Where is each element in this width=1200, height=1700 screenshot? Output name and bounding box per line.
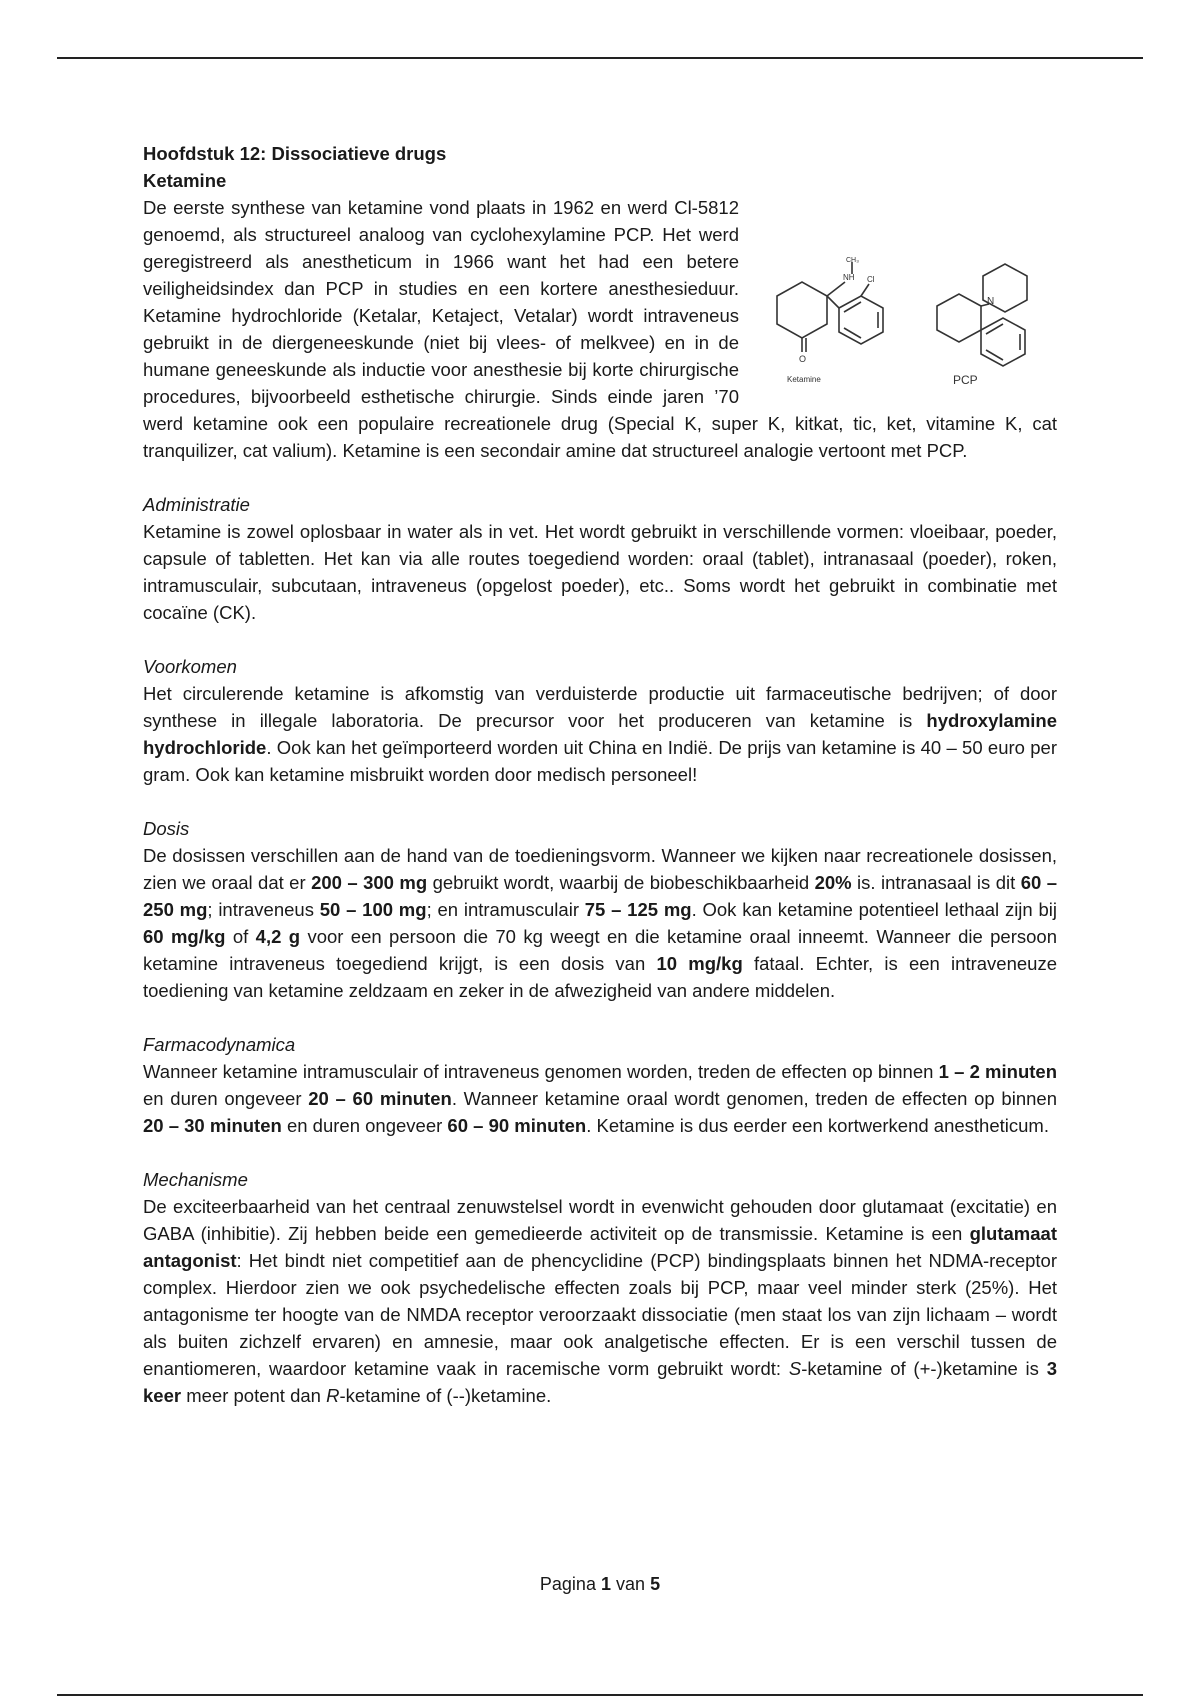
ketamine-phenyl-ring (839, 296, 883, 344)
footer-page-number: 1 (600, 1574, 611, 1594)
paragraph-farmacodynamica: Wanneer ketamine intramusculair of intraveneus genomen worden, treden de effecten op binnen 1 – 2 minuten en duren ongeveer 20 – 60 minuten. Wanneer ketamine oraal wordt genomen, treden de effecten op binnen 20 – 30 minuten en duren ongeveer 60 – 90 minuten. Ketamine is dus eerder een kortwerkend anestheticum. (143, 1061, 1057, 1136)
cl-label: Cl (867, 275, 875, 284)
section-voorkomen (143, 653, 1057, 788)
paragraph-voorkomen: Het circulerende ketamine is afkomstig van verduisterde productie uit farmaceutische bedrijven; of door synthese in illegale laboratoria. De precursor voor het produceren van ketamine is hydroxylamine hydrochloride. Ook kan het geïmporteerd worden uit China en Indië. De prijs van ketamine is 40 – 50 euro per gram. Ook kan ketamine misbruikt worden door medisch personeel! (143, 683, 1057, 785)
structure-diagram (757, 256, 1057, 392)
ketamine-figure-label: Ketamine (787, 375, 821, 384)
section-title-administratie: Administratie (143, 494, 250, 515)
page-footer (0, 1574, 1200, 1595)
nh-bond (827, 282, 845, 296)
chloro-bond (861, 284, 869, 296)
footer-total-pages: 5 (650, 1574, 661, 1594)
paragraph-dosis: De dosissen verschillen aan de hand van de toedieningsvorm. Wanneer we kijken naar recreationele dosissen, zien we oraal dat er 200 – 300 mg gebruikt wordt, waarbij de biobeschikbaarheid 20% is. intranasaal is dit 60 – 250 mg; intraveneus 50 – 100 mg; en intramusculair 75 – 125 mg. Ook kan ketamine potentieel lethaal zijn bij 60 mg/kg of 4,2 g voor een persoon die 70 kg weegt en die ketamine oraal inneemt. Wanneer die persoon ketamine intraveneus toegediend krijgt, is een dosis van 10 mg/kg fataal. Echter, is een intraveneuze toediening van ketamine zeldzaam en zeker in de afwezigheid van andere middelen. (143, 845, 1058, 1001)
section-title-voorkomen: Voorkomen (143, 656, 237, 677)
section-administratie (143, 491, 1057, 626)
chemical-structures-figure (757, 256, 1057, 392)
intro-paragraph: De eerste synthese van ketamine vond plaats in 1962 en werd Cl-5812 genoemd, als structureel analoog van cyclohexylamine PCP. Het werd geregistreerd als anestheticum in 1966 want het had een betere veiligheidsindex dan PCP in studies en een kortere anesthesieduur. Ketamine hydrochloride (Ketalar, Ketaject, Vetalar) wordt intraveneus gebruikt in de diergeneeskunde (niet bij vlees- of melkvee) en in de humane geneeskunde als inductie voor anesthesie bij korte chirurgische procedures, bijvoorbeeld esthetische chirurgie. Sinds einde jaren ’70 werd ketamine ook een populaire recreationele drug (Special K, super K, kitkat, tic, ket, vitamine K, cat tranquilizer, cat valium). Ketamine is een secondair amine dat structureel analogie vertoont met PCP. (143, 197, 1057, 461)
ketamine-cyclohexane-ring (777, 282, 827, 338)
footer-middle: van (616, 1574, 646, 1594)
section-title-mechanisme: Mechanisme (143, 1169, 248, 1190)
footer-rule (57, 1694, 1143, 1696)
document-body (143, 140, 1057, 1409)
footer-prefix: Pagina (539, 1574, 596, 1594)
header-rule (57, 57, 1143, 59)
oxygen-label: O (799, 354, 807, 364)
section-mechanisme (143, 1166, 1057, 1409)
pcp-figure-label: PCP (953, 373, 978, 387)
section-heading-ketamine: Ketamine (143, 170, 227, 191)
pcp-cyclohexane-ring (937, 294, 981, 342)
section-title-dosis: Dosis (143, 818, 190, 839)
paragraph-mechanisme: De exciteerbaarheid van het centraal zenuwstelsel wordt in evenwicht gehouden door glutamaat (excitatie) en GABA (inhibitie). Zij hebben beide een gemedieerde activiteit op de transmissie. Ketamine is een glutamaat antagonist: Het bindt niet competitief aan de phencyclidine (PCP) bindingsplaats binnen het NDMA-receptor complex. Hierdoor zien we ook psychedelische effecten zoals bij PCP, maar veel minder sterk (25%). Het antagonisme ter hoogte van de NMDA receptor veroorzaakt dissociatie (men staat los van zijn lichaam – wordt als buiten zichzelf ervaren) en amnesie, maar ook analgetische effecten. Er is een verschil tussen de enantiomeren, waardoor ketamine vaak in racemische vorm gebruikt wordt: S-ketamine of (+-)ketamine is 3 keer meer potent dan R-ketamine of (--)ketamine. (143, 1196, 1057, 1406)
section-dosis (143, 815, 1057, 1004)
section-farmacodynamica (143, 1031, 1057, 1139)
section-title-farmacodynamica: Farmacodynamica (143, 1034, 296, 1055)
paragraph-administratie: Ketamine is zowel oplosbaar in water als in vet. Het wordt gebruikt in verschillende vormen: vloeibaar, poeder, capsule of tabletten. Het kan via alle routes toegediend worden: oraal (tablet), intranasaal (poeder), roken, intramusculair, subcutaan, intraveneus (opgelost poeder), etc.. Soms wordt het gebruikt in combinatie met cocaïne (CK). (143, 521, 1057, 623)
ch3-label: CH₃ (846, 257, 859, 264)
nitrogen-label: N (987, 296, 995, 307)
pcp-phenyl-ring (981, 318, 1025, 366)
nh-label: NH (843, 273, 855, 282)
intro-block (143, 194, 1057, 464)
chapter-title: Hoofdstuk 12: Dissociatieve drugs (143, 143, 447, 164)
